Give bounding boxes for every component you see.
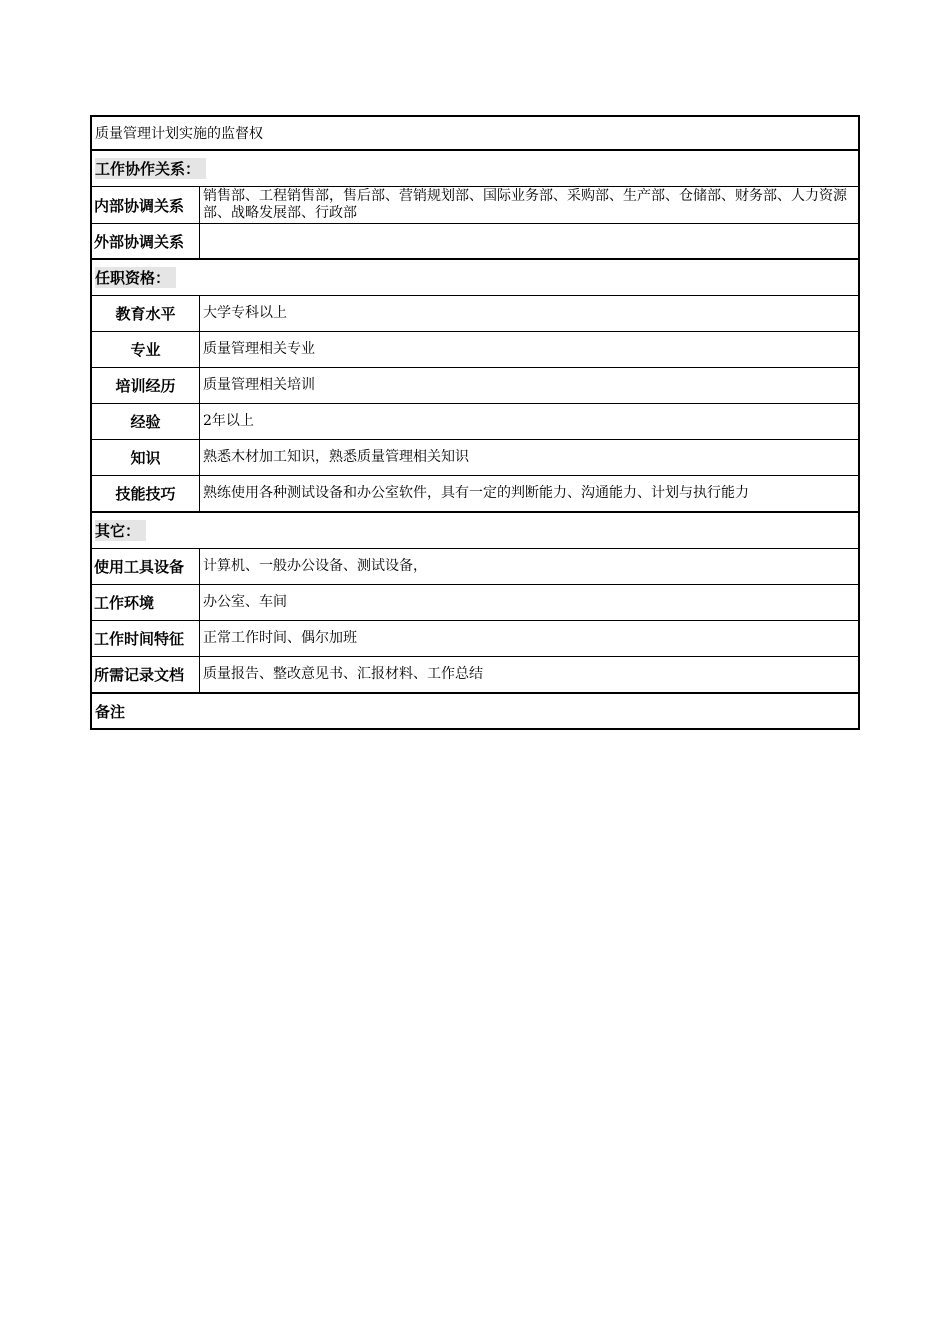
qualifications-section-header xyxy=(90,260,860,296)
other-section-title: 其它： xyxy=(95,520,146,541)
other-row xyxy=(90,657,860,694)
coop-section-header xyxy=(90,151,860,187)
qualification-value: 熟悉木材加工知识，熟悉质量管理相关知识 xyxy=(203,449,469,465)
qualification-label: 专业 xyxy=(92,332,200,367)
remarks-title: 备注 xyxy=(95,702,126,721)
qualification-value: 大学专科以上 xyxy=(203,305,287,321)
qualifications-section-title: 任职资格： xyxy=(95,267,176,288)
external-coordination-value xyxy=(200,224,858,258)
other-label: 工作环境 xyxy=(92,585,200,620)
job-description-table xyxy=(90,115,860,730)
qualification-row xyxy=(90,440,860,476)
other-label: 使用工具设备 xyxy=(92,549,200,584)
other-value: 办公室、车间 xyxy=(203,594,287,610)
internal-coordination-row xyxy=(90,187,860,224)
authority-row xyxy=(90,115,860,151)
internal-coordination-label: 内部协调关系 xyxy=(92,187,200,223)
other-row xyxy=(90,621,860,657)
other-label: 所需记录文档 xyxy=(92,657,200,692)
qualification-value: 2年以上 xyxy=(203,413,254,429)
other-row xyxy=(90,549,860,585)
other-row xyxy=(90,585,860,621)
authority-text: 质量管理计划实施的监督权 xyxy=(95,126,263,142)
qualification-value: 质量管理相关培训 xyxy=(203,377,315,393)
qualification-label: 经验 xyxy=(92,404,200,439)
qualification-row xyxy=(90,368,860,404)
qualification-value: 熟练使用各种测试设备和办公室软件，具有一定的判断能力、沟通能力、计划与执行能力 xyxy=(203,485,749,501)
other-value: 质量报告、整改意见书、汇报材料、工作总结 xyxy=(203,666,483,682)
external-coordination-row xyxy=(90,224,860,260)
qualification-row xyxy=(90,404,860,440)
internal-coordination-value: 销售部、工程销售部，售后部、营销规划部、国际业务部、采购部、生产部、仓储部、财务部、人力资源部、战略发展部、行政部 xyxy=(203,188,847,221)
qualification-label: 培训经历 xyxy=(92,368,200,403)
qualification-label: 知识 xyxy=(92,440,200,475)
other-value: 计算机、一般办公设备、测试设备， xyxy=(203,558,427,574)
coop-section-title: 工作协作关系： xyxy=(95,158,206,179)
qualification-label: 教育水平 xyxy=(92,296,200,331)
qualification-row xyxy=(90,296,860,332)
qualification-label: 技能技巧 xyxy=(92,476,200,511)
other-label: 工作时间特征 xyxy=(92,621,200,656)
external-coordination-label: 外部协调关系 xyxy=(92,224,200,258)
qualification-value: 质量管理相关专业 xyxy=(203,341,315,357)
qualification-row xyxy=(90,476,860,513)
remarks-row xyxy=(90,694,860,730)
other-value: 正常工作时间、偶尔加班 xyxy=(203,630,357,646)
other-section-header xyxy=(90,513,860,549)
qualification-row xyxy=(90,332,860,368)
